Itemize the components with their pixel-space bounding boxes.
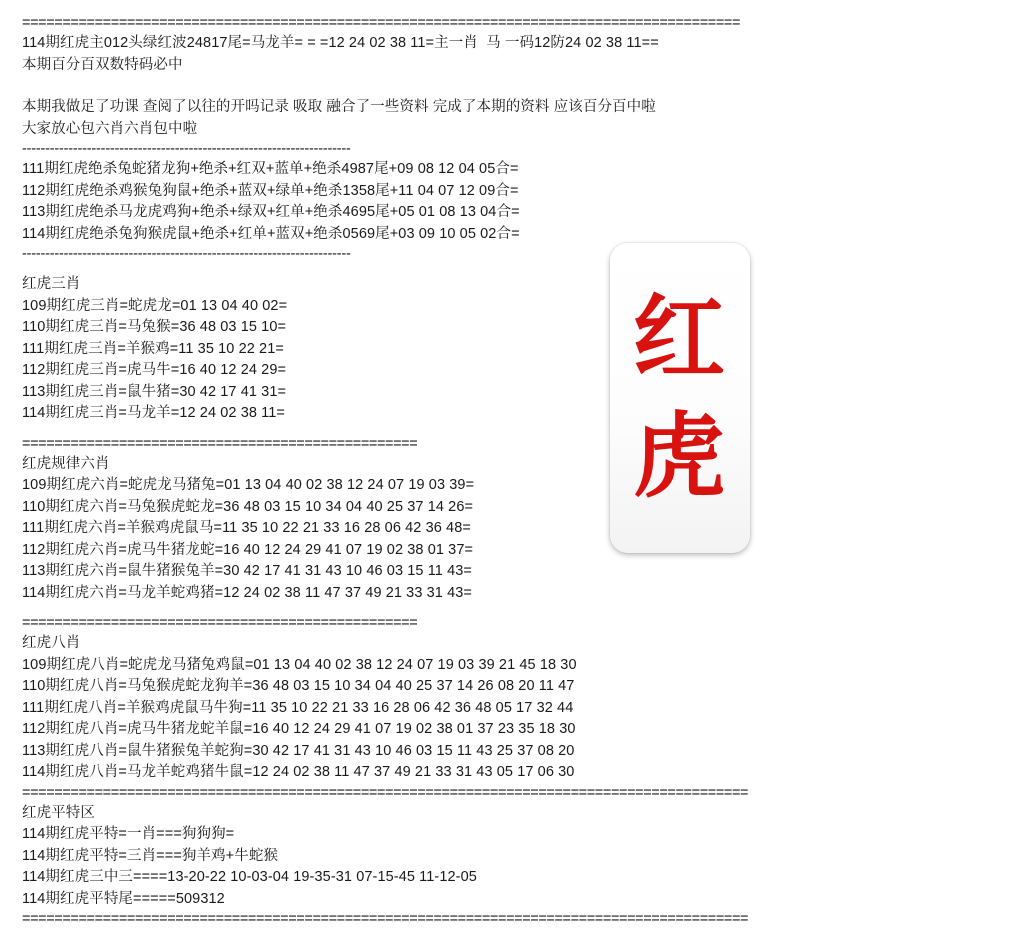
three-row: 112期红虎三肖=虎马牛=16 40 12 24 29= (22, 362, 287, 378)
pingte-row: 114期红虎平特=三肖===狗羊鸡+牛蛇猴 (22, 847, 279, 864)
six-row: 112期红虎六肖=虎马牛猪龙蛇=16 40 12 24 29 41 07 19 02 38 01 37= (22, 541, 474, 558)
pingte-row: 114期红虎平特尾=====509312 (22, 890, 225, 907)
spacer (22, 264, 982, 274)
eight-row: 112期红虎八肖=虎马牛猪龙蛇羊鼠=16 40 12 24 29 41 07 19 02 38 01 37 23 35 18 30 (22, 721, 576, 737)
pingte-row: 114期红虎三中三====13-20-22 10-03-04 19-35-31 07-15-45 11-12-05 (22, 869, 477, 885)
header-line-2: 本期百分百双数特码必中 (22, 56, 183, 73)
separator-equals-mid: ================================================= (22, 435, 418, 452)
six-row: 114期红虎六肖=马龙羊蛇鸡猪=12 24 02 38 11 47 37 49 21 33 31 43= (22, 584, 472, 601)
section-title-three: 红虎三肖 (22, 276, 81, 292)
red-tiger-logo-card (610, 243, 750, 553)
juesha-row: 113期红虎绝杀马龙虎鸡狗+绝杀+绿双+红单+绝杀4695尾+05 01 08 13 04合= (22, 204, 520, 220)
separator-equals-lower: ========================================================================================== (22, 784, 749, 801)
six-row: 109期红虎六肖=蛇虎龙马猪兔=01 13 04 40 02 38 12 24 07 19 03 39= (22, 477, 475, 493)
spacer (22, 425, 982, 435)
six-row: 113期红虎六肖=鼠牛猪猴兔羊=30 42 17 41 31 43 10 46 03 15 11 43= (22, 563, 472, 579)
eight-row: 114期红虎八肖=马龙羊蛇鸡猪牛鼠=12 24 02 38 11 47 37 49 21 33 31 43 05 17 06 30 (22, 764, 575, 780)
three-row: 110期红虎三肖=马兔猴=36 48 03 15 10= (22, 319, 287, 335)
pingte-row: 114期红虎平特=一肖===狗狗狗= (22, 826, 235, 842)
separator-equals-mid2: ================================================= (22, 615, 418, 631)
juesha-row: 111期红虎绝杀兔蛇猪龙狗+绝杀+红双+蓝单+绝杀4987尾+09 08 12 04 05合= (22, 161, 519, 177)
spacer (22, 76, 982, 97)
section-title-eight: 红虎八肖 (22, 635, 81, 651)
three-row: 109期红虎三肖=蛇虎龙=01 13 04 40 02= (22, 297, 288, 314)
juesha-row: 114期红虎绝杀兔狗猴虎鼠+绝杀+红单+蓝双+绝杀0569尾+03 09 10 05 02合= (22, 225, 520, 242)
logo-char-hong: 红 (632, 284, 727, 393)
separator-equals: ========================================================================================= (22, 15, 741, 31)
spacer (22, 604, 982, 614)
eight-row: 110期红虎八肖=马兔猴虎蛇龙狗羊=36 48 03 15 10 34 04 40 25 37 14 26 08 20 11 47 (22, 678, 575, 694)
three-row: 113期红虎三肖=鼠牛猪=30 42 17 41 31= (22, 383, 287, 400)
six-row: 111期红虎六肖=羊猴鸡虎鼠马=11 35 10 22 21 33 16 28 06 42 36 48= (22, 520, 471, 536)
eight-row: 109期红虎八肖=蛇虎龙马猪兔鸡鼠=01 13 04 40 02 38 12 24 07 19 03 39 21 45 18 30 (22, 656, 577, 673)
header-line-3: 本期我做足了功课 查阅了以往的开吗记录 吸取 融合了一些资料 完成了本期的资料 应该百分百中啦 (22, 99, 656, 115)
section-title-six: 红虎规律六肖 (22, 455, 110, 472)
eight-row: 111期红虎八肖=羊猴鸡虎鼠马牛狗=11 35 10 22 21 33 16 28 06 42 36 48 05 17 32 44 (22, 699, 574, 716)
header-line-4: 大家放心包六肖六肖包中啦 (22, 120, 198, 137)
separator-dashes-top: ----------------------------------------------------------------------- (22, 141, 351, 157)
header-line-1: 114期红虎主012头绿红波24817尾=马龙羊= = =12 24 02 38 11=主一肖 马 一码12防24 02 38 11== (22, 35, 659, 51)
three-row: 111期红虎三肖=羊猴鸡=11 35 10 22 21= (22, 340, 284, 357)
six-row: 110期红虎六肖=马兔猴虎蛇龙=36 48 03 15 10 34 04 40 25 37 14 26= (22, 498, 474, 515)
separator-equals-bottom: ========================================================================================== (22, 911, 749, 927)
section-title-pingte: 红虎平特区 (22, 804, 95, 821)
three-row: 114期红虎三肖=马龙羊=12 24 02 38 11= (22, 405, 285, 421)
separator-dashes-bottom: ----------------------------------------------------------------------- (22, 246, 351, 262)
document-content (22, 14, 982, 929)
eight-row: 113期红虎八肖=鼠牛猪猴兔羊蛇狗=30 42 17 41 31 43 10 46 03 15 11 43 25 37 08 20 (22, 742, 575, 759)
logo-char-hu: 虎 (632, 402, 727, 510)
juesha-row: 112期红虎绝杀鸡猴兔狗鼠+绝杀+蓝双+绿单+绝杀1358尾+11 04 07 12 09合= (22, 182, 519, 199)
